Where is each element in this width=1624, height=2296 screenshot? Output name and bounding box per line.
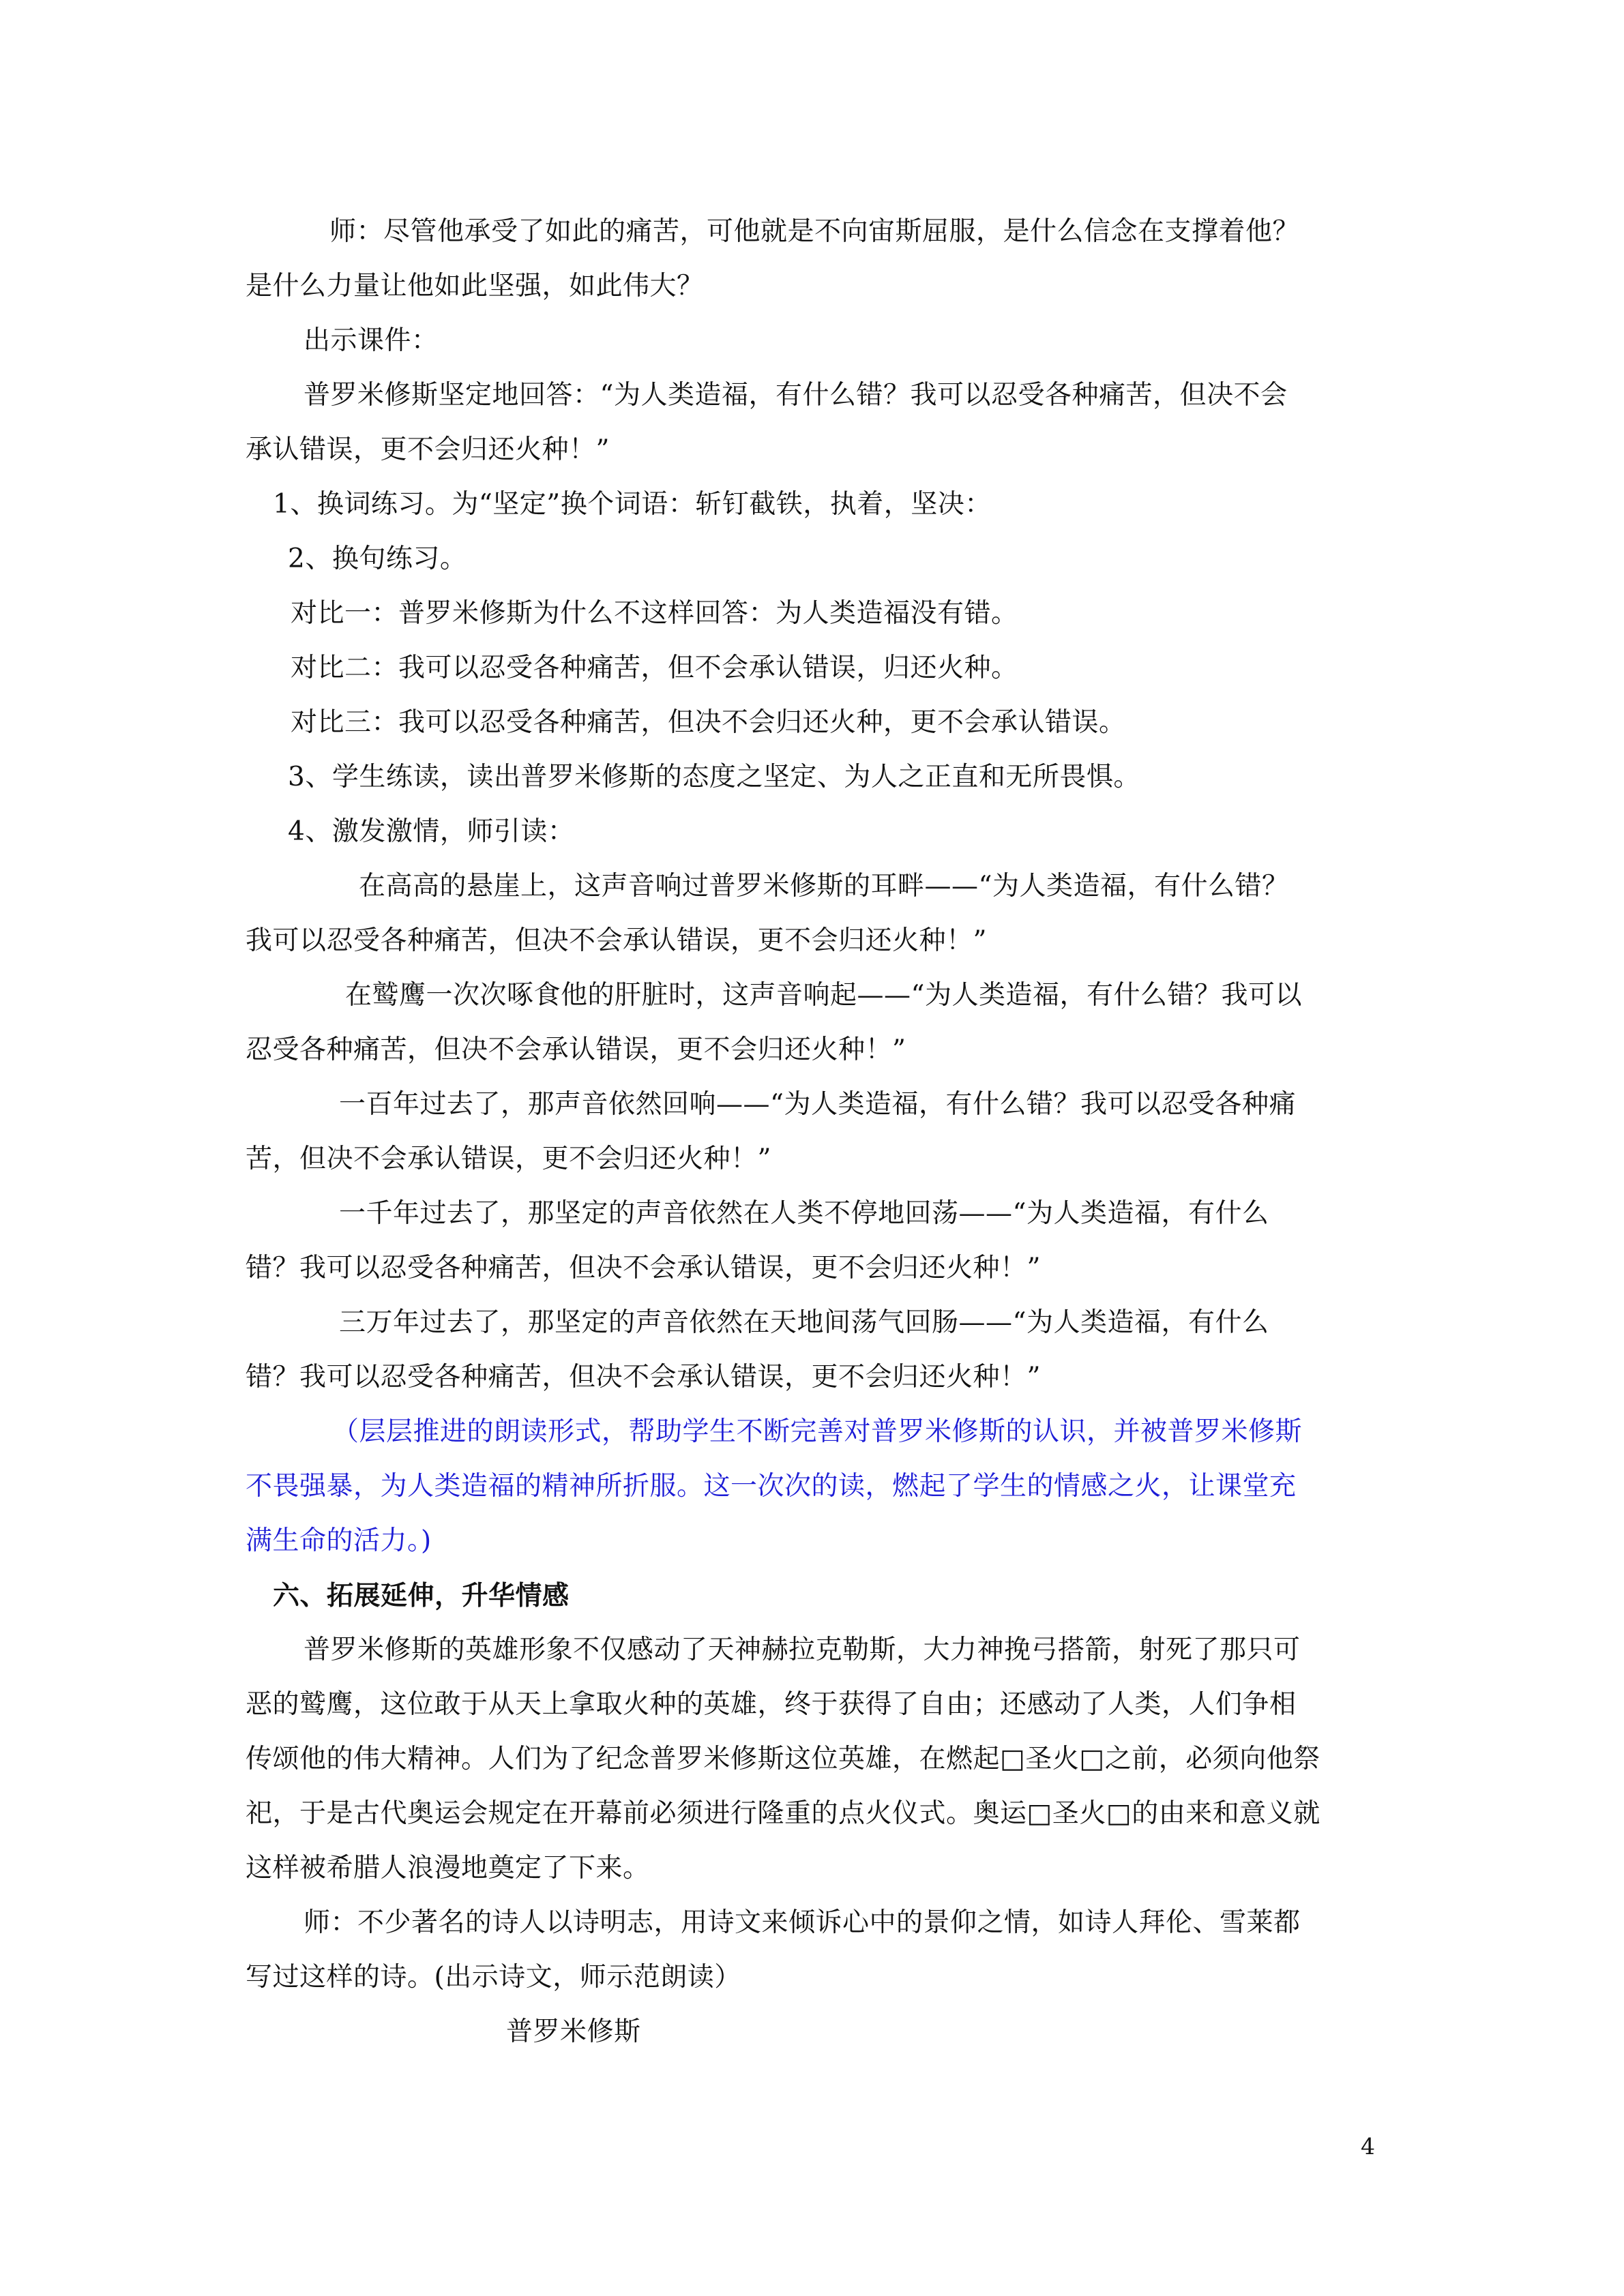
poem-title: 普罗米修斯 — [506, 2016, 641, 2047]
annotation-line-1: （层层推进的朗读形式，帮助学生不断完善对普罗米修斯的认识，并被普罗米修斯 — [332, 1416, 1303, 1447]
text-line-31: 这样被希腊人浪漫地奠定了下来。 — [246, 1853, 650, 1883]
text-line-1: 师：尽管他承受了如此的痛苦，可他就是不向宙斯屈服，是什么信念在支撑着他？ — [329, 216, 1300, 247]
text-line-5: 承认错误，更不会归还火种！” — [246, 434, 610, 465]
text-line-30: 祀，于是古代奥运会规定在开幕前必须进行隆重的点火仪式。奥运□圣火□的由来和意义就 — [246, 1798, 1320, 1829]
annotation-line-3: 满生命的活力。) — [246, 1525, 432, 1556]
text-line-15: 在鹫鹰一次次啄食他的肝脏时，这声音响起——“为人类造福，有什么错？我可以 — [345, 980, 1302, 1011]
text-line-2: 是什么力量让他如此坚强，如此伟大？ — [246, 271, 704, 301]
text-line-18: 苦，但决不会承认错误，更不会归还火种！” — [246, 1144, 771, 1174]
annotation-line-2: 不畏强暴，为人类造福的精神所折服。这一次次的读，燃起了学生的情感之火，让课堂充 — [246, 1471, 1297, 1502]
text-line-17: 一百年过去了，那声音依然回响——“为人类造福，有什么错？我可以忍受各种痛 — [339, 1089, 1296, 1120]
text-line-32: 师：不少著名的诗人以诗明志，用诗文来倾诉心中的景仰之情，如诗人拜伦、雪莱都 — [304, 1907, 1301, 1938]
text-line-27: 普罗米修斯的英雄形象不仅感动了天神赫拉克勒斯，大力神挽弓搭箭，射死了那只可 — [304, 1635, 1301, 1665]
text-line-29: 传颂他的伟大精神。人们为了纪念普罗米修斯这位英雄，在燃起□圣火□之前，必须向他祭 — [246, 1744, 1320, 1774]
text-line-33: 写过这样的诗。(出示诗文，师示范朗读） — [246, 1962, 741, 1993]
text-line-22: 错？我可以忍受各种痛苦，但决不会承认错误，更不会归还火种！” — [246, 1362, 1041, 1392]
section-heading: 六、拓展延伸，升华情感 — [273, 1580, 570, 1611]
text-line-6: 1、换词练习。为“坚定”换个词语：斩钉截铁，执着，坚决： — [273, 489, 992, 520]
page-number: 4 — [1361, 2133, 1375, 2160]
text-line-13: 在高高的悬崖上，这声音响过普罗米修斯的耳畔——“为人类造福，有什么错？ — [359, 871, 1289, 901]
text-line-9: 对比二：我可以忍受各种痛苦，但不会承认错误，归还火种。 — [291, 653, 1018, 683]
text-line-8: 对比一：普罗米修斯为什么不这样回答：为人类造福没有错。 — [291, 598, 1018, 629]
text-line-28: 恶的鹫鹰，这位敢于从天上拿取火种的英雄，终于获得了自由；还感动了人类，人们争相 — [246, 1689, 1297, 1720]
text-line-11: 3、学生练读，读出普罗米修斯的态度之坚定、为人之正直和无所畏惧。 — [288, 762, 1140, 792]
text-line-21: 三万年过去了，那坚定的声音依然在天地间荡气回肠——“为人类造福，有什么 — [339, 1307, 1269, 1338]
text-line-12: 4、激发激情，师引读： — [288, 816, 575, 847]
text-line-20: 错？我可以忍受各种痛苦，但决不会承认错误，更不会归还火种！” — [246, 1253, 1041, 1283]
text-line-14: 我可以忍受各种痛苦，但决不会承认错误，更不会归还火种！” — [246, 925, 987, 956]
text-line-3: 出示课件： — [304, 325, 439, 356]
text-line-10: 对比三：我可以忍受各种痛苦，但决不会归还火种，更不会承认错误。 — [291, 707, 1126, 738]
text-line-4: 普罗米修斯坚定地回答：“为人类造福，有什么错？我可以忍受各种痛苦，但决不会 — [304, 380, 1288, 411]
text-line-7: 2、换句练习。 — [288, 543, 467, 574]
text-line-19: 一千年过去了，那坚定的声音依然在人类不停地回荡——“为人类造福，有什么 — [339, 1198, 1269, 1229]
text-line-16: 忍受各种痛苦，但决不会承认错误，更不会归还火种！” — [246, 1034, 906, 1065]
